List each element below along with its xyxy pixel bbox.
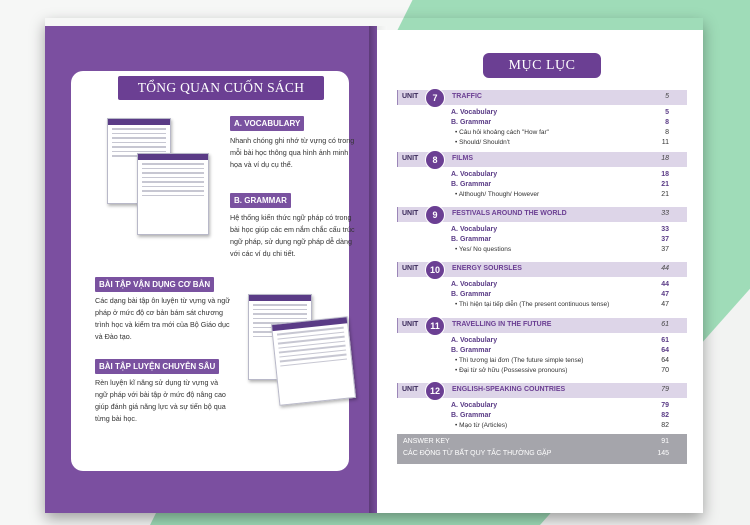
unit-number-badge: 12 (425, 381, 445, 401)
toc-unit: UNIT 8 FILMS 18 A. Vocabulary 18 B. Grammar 21 • Although/ Though/ However 21 (397, 152, 687, 200)
toc-unit: UNIT 11 TRAVELLING IN THE FUTURE 61 A. Vocabulary 61 B. Grammar 64 • Thì tương lai đơn (The future simple tense) 64 • Đại từ sở hữu (Possessive pronouns) 70 (397, 318, 687, 376)
toc-entry: B. Grammar 8 (451, 119, 669, 126)
sample-page-thumbnail (137, 153, 209, 235)
unit-page: 5 (665, 93, 669, 100)
toc-entry: A. Vocabulary 44 (451, 281, 669, 288)
section-text-basic-exercises: Các dạng bài tập ôn luyện từ vựng và ngữ pháp ở mức độ cơ bản bám sát chương trình học và kiểm tra mới của Bộ Giáo dục và Đào tạo. (95, 296, 231, 341)
toc-entry: A. Vocabulary 18 (451, 171, 669, 178)
answer-key-box (397, 434, 687, 464)
toc-entry: B. Grammar 21 (451, 181, 669, 188)
toc-entry: A. Vocabulary 33 (451, 226, 669, 233)
section-text-grammar: Hệ thống kiến thức ngữ pháp có trong bài học giúp các em nắm chắc cấu trúc ngữ pháp, sử dụng ngữ pháp dễ dàng với các ví dụ chi tiết. (230, 213, 355, 258)
section-text-vocabulary: Nhanh chóng ghi nhớ từ vựng có trong mỗi bài học thông qua hình ảnh minh họa và ví dụ cụ thể. (230, 136, 355, 169)
section-label-basic-exercises: BÀI TẬP VẬN DỤNG CƠ BẢN (95, 277, 214, 292)
toc-entry: A. Vocabulary 5 (451, 109, 669, 116)
toc-entry: • Thì hiện tại tiếp diễn (The present continuous tense) 47 (455, 301, 669, 308)
toc-entry: • Yes/ No questions 37 (455, 246, 669, 253)
section-label-grammar: B. GRAMMAR (230, 193, 291, 208)
toc-entry: • Câu hỏi khoảng cách "How far" 8 (455, 129, 669, 136)
toc-entry: B. Grammar 47 (451, 291, 669, 298)
toc-entry: • Thì tương lai đơn (The future simple tense) 64 (455, 357, 669, 364)
toc-title: MỤC LỤC (483, 53, 601, 78)
unit-label: UNIT (402, 93, 419, 100)
sample-exercise-thumbnail (271, 316, 356, 406)
toc-entry: A. Vocabulary 61 (451, 337, 669, 344)
unit-number-badge: 8 (425, 150, 445, 170)
toc-unit: UNIT 9 FESTIVALS AROUND THE WORLD 33 A. Vocabulary 33 B. Grammar 37 • Yes/ No questions 37 (397, 207, 687, 255)
irregular-verbs-label: CÁC ĐỘNG TỪ BẤT QUY TẮC THƯỜNG GẶP (403, 450, 552, 457)
toc-entry: • Although/ Though/ However 21 (455, 191, 669, 198)
toc-unit: UNIT 12 ENGLISH-SPEAKING COUNTRIES 79 A. Vocabulary 79 B. Grammar 82 • Mạo từ (Articles) 82 (397, 383, 687, 431)
toc-entry: • Đại từ sở hữu (Possessive pronouns) 70 (455, 367, 669, 374)
toc-entry: B. Grammar 82 (451, 412, 669, 419)
section-label-vocabulary: A. VOCABULARY (230, 116, 304, 131)
unit-number-badge: 10 (425, 260, 445, 280)
toc-entry: • Should/ Shouldn't 11 (455, 139, 669, 146)
toc-entry: A. Vocabulary 79 (451, 402, 669, 409)
section-label-advanced-exercises: BÀI TẬP LUYỆN CHUYÊN SÂU (95, 359, 219, 374)
unit-title: TRAFFIC (452, 93, 482, 100)
toc-unit: UNIT 10 ENERGY SOURSLES 44 A. Vocabulary 44 B. Grammar 47 • Thì hiện tại tiếp diễn (The present continuous tense) 47 (397, 262, 687, 310)
toc-entry: B. Grammar 37 (451, 236, 669, 243)
answer-key-label: ANSWER KEY (403, 438, 450, 445)
toc-unit (397, 90, 687, 148)
toc-entry: • Mạo từ (Articles) 82 (455, 422, 669, 429)
toc-entry: B. Grammar 64 (451, 347, 669, 354)
answer-key-page: 91 (661, 438, 669, 445)
unit-number-badge: 7 (425, 88, 445, 108)
overview-title: TỔNG QUAN CUỐN SÁCH (118, 76, 324, 100)
section-text-advanced-exercises: Rèn luyện kĩ năng sử dụng từ vựng và ngữ pháp với bài tập ở mức độ nâng cao giúp đánh giá năng lực và sự tiến bộ qua từng bài học. (95, 378, 226, 423)
unit-number-badge: 11 (425, 316, 445, 336)
irregular-verbs-page: 145 (657, 450, 669, 457)
unit-number-badge: 9 (425, 205, 445, 225)
